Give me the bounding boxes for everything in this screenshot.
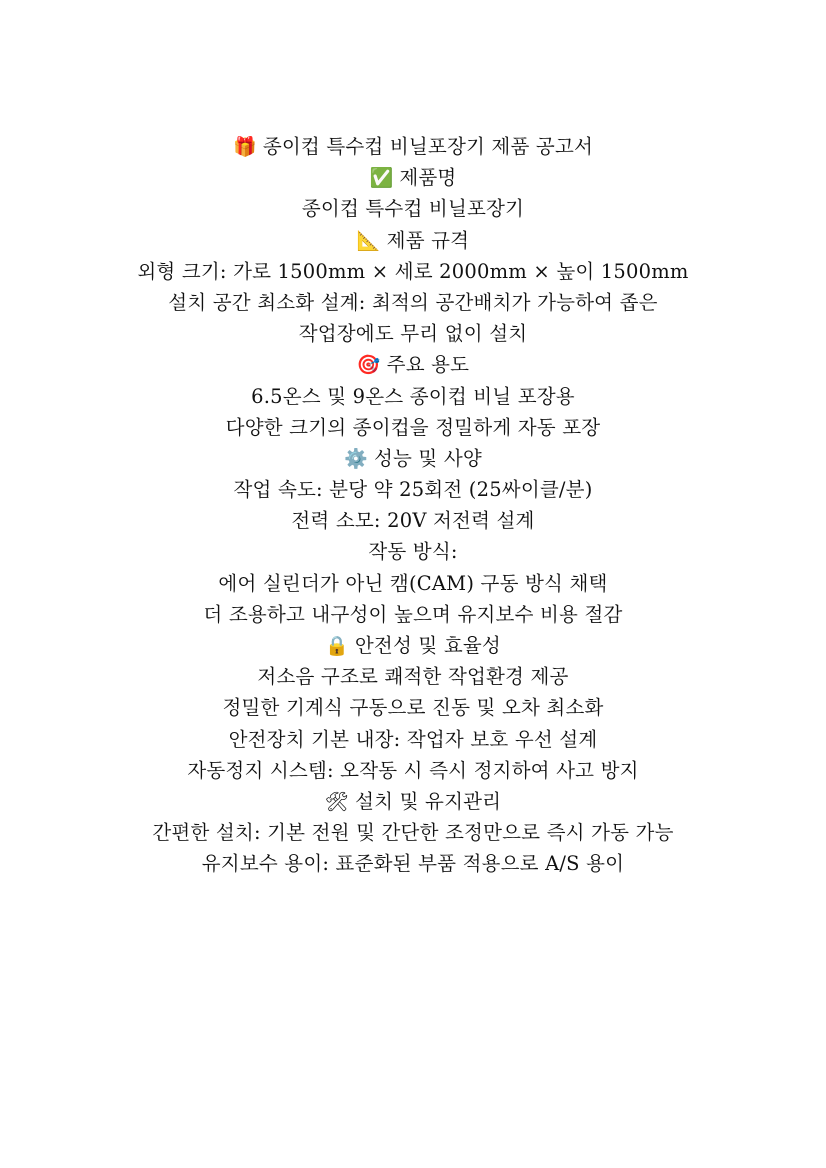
section-heading-spec [0,225,826,256]
document-title [0,131,826,162]
section-heading-text: 설치 및 유지관리 [355,789,502,813]
section-heading-text: 성능 및 사양 [373,446,482,470]
safety-line: 정밀한 기계식 구동으로 진동 및 오차 최소화 [222,696,604,720]
product-name-line: 종이컵 특수컵 비닐포장기 [301,197,525,221]
title-text: 종이컵 특수컵 비닐포장기 제품 공고서 [262,135,594,158]
section-heading-install [0,786,826,817]
section-heading-text: 주요 용도 [386,353,470,377]
tools-icon: 🛠 [324,790,350,813]
performance-line: 전력 소모: 20V 저전력 설계 [291,509,535,533]
safety-line: 안전장치 기본 내장: 작업자 보호 우선 설계 [228,727,598,751]
document [0,131,826,880]
performance-line: 작업 속도: 분당 약 25회전 (25싸이클/분) [233,478,593,502]
performance-line: 에어 실린더가 아닌 캠(CAM) 구동 방식 채택 [218,571,608,595]
safety-line: 저소음 구조로 쾌적한 작업환경 제공 [257,665,569,689]
gear-icon: ⚙️ [344,447,368,470]
spec-line: 설치 공간 최소화 설계: 최적의 공간배치가 가능하여 좁은 [168,290,658,314]
gift-icon: 🎁 [232,136,257,158]
usage-line: 다양한 크기의 종이컵을 정밀하게 자동 포장 [225,415,601,439]
target-icon: 🎯 [356,354,381,377]
install-line: 유지보수 용이: 표준화된 부품 적용으로 A/S 용이 [201,852,625,876]
section-heading-text: 제품 규격 [386,228,470,252]
section-heading-product-name [0,162,826,193]
section-heading-safety [0,630,826,661]
section-heading-text: 제품명 [399,166,457,190]
safety-line: 자동정지 시스템: 오작동 시 즉시 정지하여 사고 방지 [187,758,639,782]
usage-line: 6.5온스 및 9온스 종이컵 비닐 포장용 [251,384,575,408]
performance-line: 작동 방식: [368,540,458,564]
spec-line: 작업장에도 무리 없이 설치 [298,322,528,346]
section-heading-text: 안전성 및 효율성 [354,634,501,657]
performance-line: 더 조용하고 내구성이 높으며 유지보수 비용 절감 [203,602,623,626]
check-icon: ✅ [369,167,394,190]
lock-icon: 🔒 [325,635,349,657]
spec-line: 외형 크기: 가로 1500mm × 세로 2000mm × 높이 1500mm [137,259,689,283]
section-heading-usage [0,349,826,380]
install-line: 간편한 설치: 기본 전원 및 간단한 조정만으로 즉시 가동 가능 [152,821,674,845]
triangle-ruler-icon: 📐 [356,229,381,252]
section-heading-performance [0,443,826,474]
